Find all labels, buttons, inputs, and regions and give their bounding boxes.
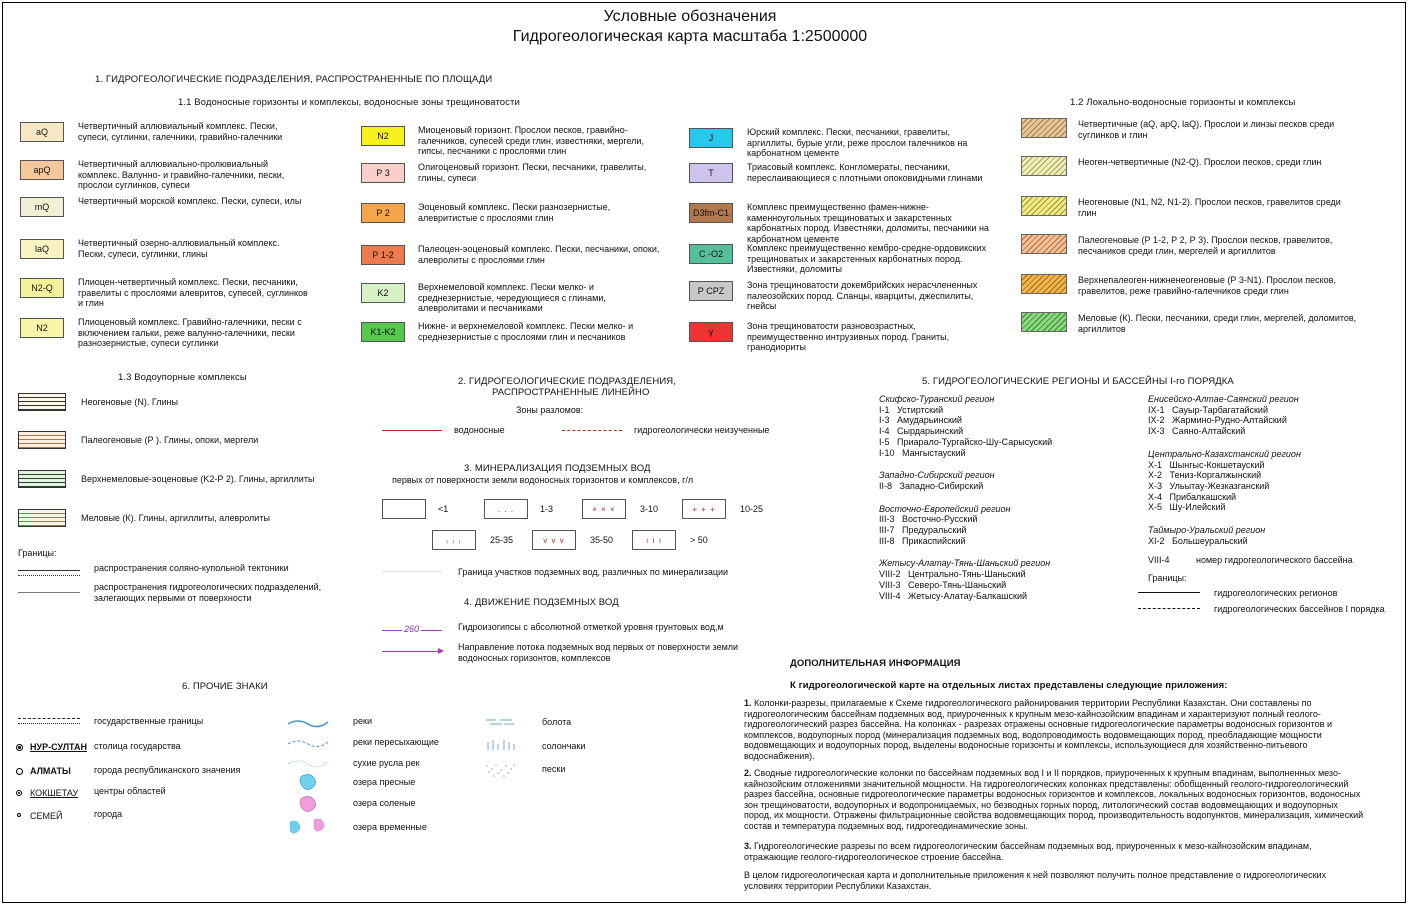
unit-swatch: γ: [689, 322, 733, 342]
unit-swatch: Р СРZ: [689, 281, 733, 301]
basin-item: IX-2 Жармино-Рудно-Алтайский: [1148, 415, 1287, 426]
mineralization-range: 10-25: [740, 504, 764, 514]
basin-item: VIII-2 Центрально-Тянь-Шаньский: [879, 569, 1026, 580]
unit-description: Четвертичный озерно-аллювиальный комплекс. Пески, супеси, суглинки, глины: [78, 238, 280, 259]
basin-border-symbol: [1138, 608, 1200, 609]
section13-heading: 1.3 Водоупорные комплексы: [118, 372, 247, 383]
region-name: Жетысу-Алатау-Тянь-Шаньский регион: [879, 558, 1051, 569]
town-text: города: [94, 809, 123, 819]
flow-direction-arrow: [382, 651, 442, 652]
section12-heading: 1.2 Локально-водоносные горизонты и комплексы: [1070, 97, 1296, 108]
basin-item: I-1 Устиртский: [879, 404, 944, 415]
aquifer-fault-text: водоносные: [454, 425, 505, 435]
unit-swatch: N2: [361, 126, 405, 146]
republic-city-label: АЛМАТЫ: [30, 766, 71, 776]
basin-code-example: VIII-4: [1148, 555, 1170, 565]
basin-item: X-5 Шу-Илейский: [1148, 502, 1226, 513]
unit-description: Триасовый комплекс. Конгломераты, песчаники, переслаивающиеся с плотными опоковидными глинами: [747, 162, 983, 183]
local-unit-swatch: [1021, 196, 1067, 216]
temp-lake-salt-icon: [314, 819, 324, 831]
unit-description: Зона трещиноватости разновозрастных, преимущественно интрузивных пород. Граниты, гранодиориты: [747, 321, 950, 352]
land-symbols: [484, 714, 518, 780]
unstudied-fault-text: гидрогеологически неизученные: [634, 425, 770, 435]
basin-item: III-7 Предуральский: [879, 525, 967, 535]
section3-heading: 3. МИНЕРАЛИЗАЦИЯ ПОДЗЕМНЫХ ВОД: [464, 463, 651, 474]
local-unit-swatch: [1021, 312, 1067, 332]
sand-icon: [486, 764, 515, 777]
unit-swatch: J: [689, 128, 733, 148]
info-paragraph-2: 2. Сводные гидрогеологические колонки по бассейнам подземных вод I и II порядков, приуроченных к крупным впадинам, выполненных мезо-кайнозойским отложениями значительной мощности. На гидрогеологических колонках представлены: обобщенный геолого-гидрогеологический разрез бассейна, основные гидрогеологические параметры водоносных горизонтов и комплексов, локальных водоносных горизонтов, водоносных зон трещиноватости, водоупорных и водопроницаемых, но безводных горных пород, литологический состав водовмещающих и водоупорных пород, их мощности. Отражены фильтрационные свойства водовмещающих пород, производительность водопунктов, минерализация, химический состав и температура подземных вод, гидрогеодинамические зоны.: [744, 768, 1364, 831]
mineralization-range: 35-50: [590, 535, 614, 545]
section2-heading-2: РАСПРОСТРАНЕННЫЕ ЛИНЕЙНО: [492, 387, 650, 398]
temp-lakes-text: озера временные: [353, 822, 427, 832]
basin-item: III-8 Прикаспийский: [879, 535, 966, 546]
sands-text: пески: [542, 764, 566, 774]
info-paragraph-1: 1. Колонки-разрезы, прилагаемые к Схеме гидрогеологического районирования территории Республики Казахстан. Они составлены по гидрогеологическим бассейнам подземных вод, приуроченных к крупным мезо-кайнозойским впадинам и характеризуют полный геолого-гидрогеологический разрез бассейна. На колонках - разрезах отражены основные гидрогеологические параметры водоносных горизонтов и комплексов, водоупорных пород (минерализация подземных вод, водопроводимость водовмещающих пород, преобладающие мощности водовмещающих и водоупорных пород, выделены водоносные горизонты и комплексы, использующиеся для хозяйственно-питьевого водоснабжения).: [744, 698, 1332, 761]
mineralization-range: 1-3: [540, 504, 554, 514]
unit-swatch: mQ: [20, 197, 64, 217]
info-subheading: К гидрогеологической карте на отдельных листах представлены следующие приложения:: [790, 680, 1228, 691]
mineralization-swatch: × × ×: [582, 499, 626, 519]
town-label: СЕМЕЙ: [30, 811, 63, 821]
local-unit-swatch: [1021, 274, 1067, 294]
hydroisohypse-text: Гидроизогипсы с абсолютной отметкой уровня грунтовых вод,м: [458, 622, 724, 632]
basin-item: VIII-3 Северо-Тянь-Шаньский: [879, 579, 1007, 590]
basin-item: I-10 Мангыстауский: [879, 447, 966, 458]
section4-heading: 4. ДВИЖЕНИЕ ПОДЗЕМНЫХ ВОД: [464, 597, 619, 608]
republic-city-icon: [16, 768, 23, 775]
temp-lake-fresh-icon: [290, 821, 300, 833]
unit-description: Четвертичный морской комплекс. Пески, супеси, илы: [78, 196, 302, 206]
unit-description: Четвертичный аллювиально-пролювиальный комплекс. Валунно- и гравийно-галечники, пески, прослои суглинков, супеси: [78, 159, 285, 190]
unit-swatch: K2: [361, 283, 405, 303]
state-border-symbol: [18, 718, 80, 724]
fresh-lakes-text: озера пресные: [353, 777, 416, 787]
section3-subheading: первых от поверхности земли водоносных горизонтов и комплексов, г/л: [392, 475, 694, 485]
basin-item: VIII-4 Жетысу-Алатау-Балкашский: [879, 590, 1028, 601]
mineralization-range: 25-35: [490, 535, 514, 545]
mineralization-swatch: ı ı ı: [632, 530, 676, 550]
basin-item: III-3 Восточно-Русский: [879, 514, 978, 525]
unit-swatch: apQ: [20, 160, 64, 180]
local-unit-swatch: [1021, 156, 1067, 176]
region-name: Центрально-Казахстанский регион: [1148, 448, 1301, 459]
unit-description: Комплекс преимущественно кембро-средне-ордовикских трещиноватых и закарстенных карбонатных пород. Известняки, доломиты: [747, 243, 987, 274]
basin-item: X-4 Прибалкашский: [1148, 491, 1237, 502]
info-paragraph-3: 3. Гидрогеологические разрезы по всем гидрогеологическим бассейнам подземных вод, приуроченных к мезо-кайнозойским впадинам, отражающие геолого-гидрогеологическое строение бассейна.: [744, 841, 1312, 862]
flow-direction-text: Направление потока подземных вод первых от поверхности земли водоносных горизонтов, комплексов: [458, 642, 739, 663]
region-border-text: гидрогеологических регионов: [1214, 588, 1338, 598]
aquitard-swatch: [18, 509, 66, 527]
republic-city-text: города республиканского значения: [94, 765, 241, 775]
region-name: Енисейско-Алтае-Саянский регион: [1148, 394, 1299, 404]
swamps-text: болота: [542, 717, 572, 727]
salt-dome-border-symbol: [18, 570, 80, 576]
regions-borders-label: Границы:: [1148, 573, 1187, 583]
mineralization-swatch: ᵣ ᵣ ᵣ: [432, 530, 476, 550]
aquitard-description: Верхнемеловые-эоценовые (K2-Р 2). Глины, аргиллиты: [81, 474, 315, 484]
unit-description: Нижне- и верхнемеловой комплекс. Пески мелко- и среднезернистые с прослоями глин и песчаников: [418, 321, 634, 342]
info-heading: ДОПОЛНИТЕЛЬНАЯ ИНФОРМАЦИЯ: [790, 658, 961, 669]
local-unit-description: Верхнепалеоген-нижненеогеновые (Р 3-N1). Прослои песков, гравелитов, реже гравийно-галечников среди глин: [1078, 275, 1336, 296]
aquitard-swatch: [18, 393, 66, 411]
basin-item: I-5 Приарало-Тургайско-Шу-Сарысуский: [879, 436, 1053, 447]
salt-dome-border-text: распространения соляно-купольной тектоники: [94, 563, 289, 573]
unit-description: Четвертичный аллювиальный комплекс. Пески, супеси, суглинки, галечники, гравийно-галечники: [78, 121, 283, 142]
page-title: Условные обозначения: [603, 8, 777, 25]
dry-channels-text: сухие русла рек: [353, 758, 420, 768]
basin-item: X-3 Ульытау-Жезказганский: [1148, 480, 1270, 491]
region-name: Восточно-Европейский регион: [879, 503, 1011, 514]
local-unit-description: Палеогеновые (Р 1-2, Р 2, Р 3). Прослои песков, гравелитов, песчаников среди глин, мергелей и аргиллитов: [1078, 235, 1333, 256]
local-unit-description: Неоген-четвертичные (N2-Q). Прослои песков, среди глин: [1078, 157, 1322, 167]
swamp-icon: [486, 720, 514, 724]
region-name: Западно-Сибирский регион: [879, 470, 995, 481]
unit-description: Юрский комплекс. Пески, песчаники, гравелиты, аргиллиты, бурые угли, реже прослои галечников на карбонатном цементе: [747, 127, 968, 158]
local-unit-swatch: [1021, 234, 1067, 254]
unit-swatch: Р 2: [361, 203, 405, 223]
salt-lakes-text: озера соленые: [353, 798, 416, 808]
mineralization-swatch: + + +: [682, 499, 726, 519]
fault-zones-label: Зоны разломов:: [516, 405, 584, 415]
unstudied-fault-symbol: [562, 430, 622, 431]
mineralization-swatch: [382, 499, 426, 519]
mineralization-range: <1: [438, 504, 449, 514]
hydroisohypse-value: 260: [404, 624, 420, 634]
unit-description: Плиоцен-четвертичный комплекс. Пески, песчаники, гравелиты с прослоями алевритов, супесей, суглинков и глин: [78, 277, 308, 308]
flow-arrowhead-icon: [438, 648, 444, 654]
unit-description: Плиоценовый комплекс. Гравийно-галечники, пески с включением гальки, реже валунно-галечники, пески разнозернистые, супеси суглинки: [78, 317, 302, 348]
capital-icon: [16, 744, 23, 751]
region-center-icon: [16, 790, 22, 796]
river-icon: [288, 721, 328, 727]
unit-swatch: N2: [20, 318, 64, 338]
mineralization-boundary-symbol: [382, 571, 442, 572]
borders-label: Границы:: [18, 548, 57, 558]
region-border-symbol: [1138, 592, 1200, 593]
state-border-text: государственные границы: [94, 716, 204, 726]
section11-heading: 1.1 Водоносные горизонты и комплексы, водоносные зоны трещиноватости: [178, 97, 520, 108]
section6-heading: 6. ПРОЧИЕ ЗНАКИ: [182, 681, 268, 692]
town-icon: [17, 813, 21, 817]
unit-swatch: T: [689, 163, 733, 183]
basin-border-text: гидрогеологических бассейнов I порядка: [1214, 604, 1385, 614]
mineralization-swatch: . . .: [484, 499, 528, 519]
basin-item: II-8 Западно-Сибирский: [879, 480, 984, 491]
region-name: Скифско-Туранский регион: [879, 394, 995, 404]
fresh-lake-icon: [300, 774, 316, 789]
region-center-text: центры областей: [94, 786, 166, 796]
local-unit-swatch: [1021, 118, 1067, 138]
drying-river-icon: [288, 741, 328, 747]
unit-swatch: aQ: [20, 122, 64, 142]
unit-swatch: K1-K2: [361, 322, 405, 342]
unit-border-text: распространения гидрогеологических подразделений, залегающих первыми от поверхности: [94, 582, 322, 603]
salt-lake-icon: [300, 796, 316, 811]
page-subtitle: Гидрогеологическая карта масштаба 1:2500000: [512, 28, 868, 45]
hydro-symbols: [286, 716, 332, 844]
unit-description: Зона трещиноватости докембрийских нерасчлененных палеозойских пород. Сланцы, кварциты, джеспилиты, гнейсы: [747, 280, 978, 311]
info-paragraph-4: В целом гидрогеологическая карта и дополнительные приложения к ней позволяют получить полное представление о гидрогеологических условиях территории Республики Казахстан.: [744, 870, 1327, 891]
section1-heading: 1. ГИДРОГЕОЛОГИЧЕСКИЕ ПОДРАЗДЕЛЕНИЯ, РАСПРОСТРАНЕННЫЕ ПО ПЛОЩАДИ: [95, 74, 493, 85]
basin-item: IX-1 Сауыр-Тарбагатайский: [1148, 404, 1268, 415]
drying-rivers-text: реки пересыхающие: [353, 737, 439, 747]
mineralization-range: > 50: [690, 535, 708, 545]
unit-swatch: D3fm-C1: [689, 203, 733, 223]
aquitard-swatch: [18, 431, 66, 449]
basin-item: IX-3 Саяно-Алтайский: [1148, 426, 1246, 437]
mineralization-swatch: v v v: [532, 530, 576, 550]
local-unit-description: Меловые (К). Пески, песчаники, среди глин, мергелей, доломитов, аргиллитов: [1078, 313, 1357, 334]
unit-swatch: Р 3: [361, 163, 405, 183]
basin-item: I-3 Амударьинский: [879, 415, 962, 426]
section2-heading-1: 2. ГИДРОГЕОЛОГИЧЕСКИЕ ПОДРАЗДЕЛЕНИЯ,: [458, 376, 676, 387]
basin-item: I-4 Сырдарьинский: [879, 426, 964, 437]
unit-swatch: N2-Q: [20, 278, 64, 298]
mineralization-boundary-text: Граница участков подземных вод, различных по минерализации: [458, 567, 729, 577]
section5-heading: 5. ГИДРОГЕОЛОГИЧЕСКИЕ РЕГИОНЫ И БАССЕЙНЫ I-го ПОРЯДКА: [922, 376, 1234, 387]
unit-description: Верхнемеловой комплекс. Пески мелко- и среднезернистые, чередующиеся с глинами, алевролитами и песчаниками: [418, 282, 606, 313]
aquitard-description: Палеогеновые (Р ). Глины, опоки, мергели: [81, 435, 259, 445]
unit-description: Палеоцен-эоценовый комплекс. Пески, песчаники, опоки, алевролиты с прослоями глин: [418, 244, 660, 265]
basin-item: XI-2 Большеуральский: [1148, 535, 1248, 546]
capital-text: столица государства: [94, 741, 181, 751]
unit-border-symbol: [18, 592, 80, 593]
aquitard-swatch: [18, 470, 66, 488]
aquitard-description: Неогеновые (N). Глины: [81, 397, 178, 407]
rivers-text: реки: [353, 716, 372, 726]
basin-code-text: номер гидрогеологического бассейна: [1196, 555, 1353, 565]
unit-description: Комплекс преимущественно фамен-нижне-каменноугольных трещиноватых и закарстенных карбонатных пород. Известняки, доломиты, песчаники на карбонатном цементе: [747, 202, 989, 244]
solonchaks-text: солончаки: [542, 741, 586, 751]
dry-channel-icon: [288, 761, 328, 767]
local-unit-description: Четвертичные (aQ, apQ, laQ). Прослои и линзы песков среди суглинков и глин: [1078, 119, 1335, 140]
solonchak-icon: [488, 740, 514, 750]
unit-swatch: С -О2: [689, 244, 733, 264]
region-name: Таймыро-Уральский регион: [1148, 525, 1266, 535]
unit-description: Эоценовый комплекс. Пески разнозернистые, алевритистые с прослоями глин: [418, 202, 611, 223]
aquifer-fault-symbol: [382, 430, 442, 431]
basin-item: X-1 Шынгыс-Кокшетауский: [1148, 459, 1265, 470]
mineralization-range: 3-10: [640, 504, 659, 514]
capital-label: НУР-СУЛТАН: [30, 742, 87, 752]
unit-swatch: laQ: [20, 239, 64, 259]
region-center-label: КОКШЕТАУ: [30, 788, 79, 798]
unit-swatch: Р 1-2: [361, 245, 405, 265]
local-unit-description: Неогеновые (N1, N2, N1-2). Прослои песков, гравелитов среди глин: [1078, 197, 1341, 218]
aquitard-description: Меловые (К). Глины, аргиллиты, алевролиты: [81, 513, 270, 523]
unit-description: Олигоценовый горизонт. Пески, песчаники, гравелиты, глины, супеси: [418, 162, 647, 183]
unit-description: Миоценовый горизонт. Прослои песков, гравийно-галечников, супесей среди глин, известняки, мергели, гипсы, песчаники с прослоями глин: [418, 125, 644, 156]
basin-item: X-2 Тениз-Коргалжынский: [1148, 470, 1262, 481]
